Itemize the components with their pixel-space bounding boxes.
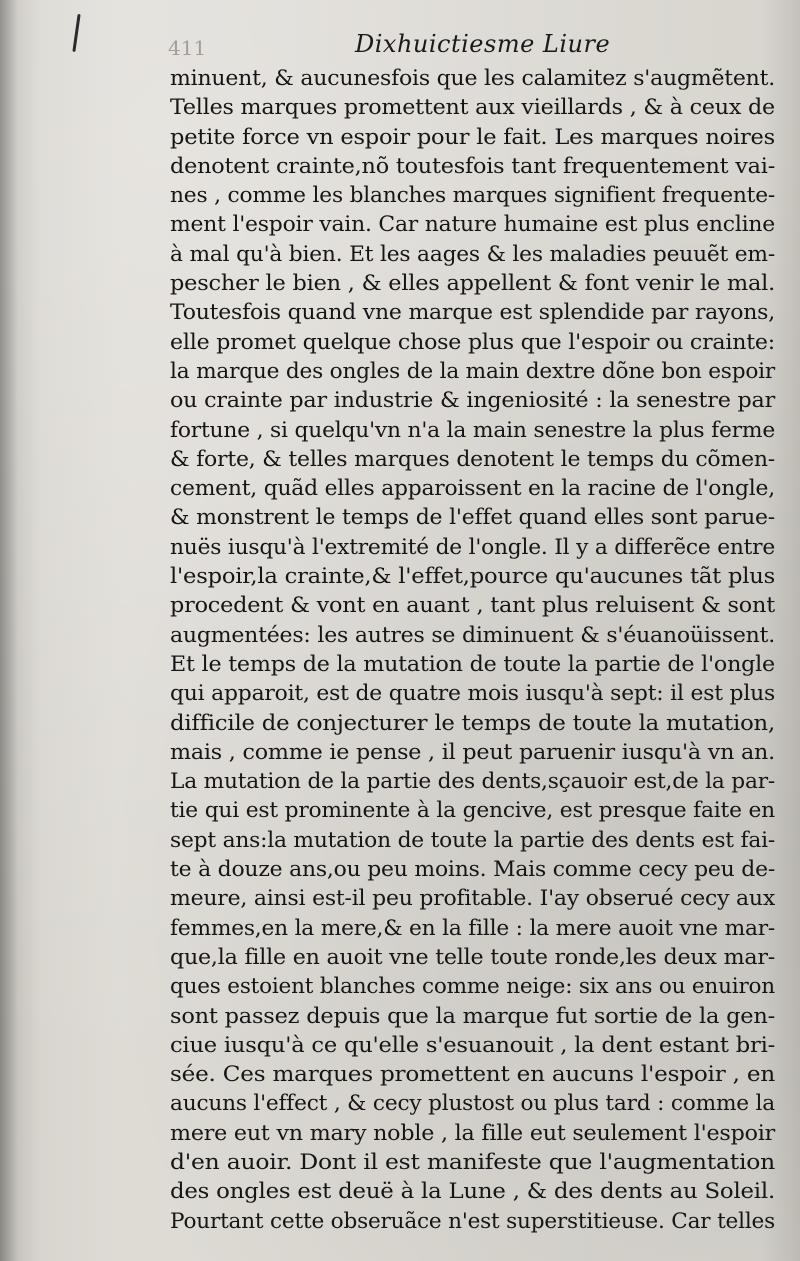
text-line-content: pescher le bien , & elles appellent & font venir le mal. (170, 271, 776, 296)
text-line (170, 64, 780, 93)
text-line-content: mais , comme ie pense , il peut paruenir iusqu'à vn an. (170, 739, 776, 764)
page-number: 411 (168, 36, 207, 60)
text-line (170, 855, 780, 884)
text-line-content: femmes,en la mere,& en la fille : la mere auoit vne mar- (170, 915, 776, 940)
text-line-content: petite force vn espoir pour le fait. Les marques noires (170, 124, 775, 149)
text-line-content: aucuns l'effect , & cecy plustost ou plus tard : comme la (170, 1091, 775, 1116)
ink-mark (72, 14, 80, 52)
text-line (170, 357, 780, 386)
text-line-content: nuës iusqu'à l'extremité de l'ongle. Il y a differẽce entre (170, 534, 775, 559)
text-line-content: qui apparoit, est de quatre mois iusqu'à sept: il est plus (170, 681, 775, 706)
text-line (170, 474, 780, 503)
text-line-content: ment l'espoir vain. Car nature humaine est plus encline (170, 212, 775, 237)
text-line (170, 240, 780, 269)
text-line-content: Toutesfois quand vne marque est splendide par rayons, (170, 300, 775, 325)
text-line (170, 1207, 780, 1236)
text-line-content: fortune , si quelqu'vn n'a la main senestre la plus ferme (170, 417, 776, 442)
text-line (170, 298, 780, 327)
text-line (170, 1119, 780, 1148)
text-line (170, 93, 780, 122)
text-line-content: te à douze ans,ou peu moins. Mais comme cecy peu de- (170, 857, 776, 882)
text-line (170, 503, 780, 532)
text-line (170, 1031, 780, 1060)
text-line-content: meure, ainsi est-il peu profitable. I'ay obserué cecy aux (170, 886, 775, 911)
text-line-content: cement, quãd elles apparoissent en la racine de l'ongle, (170, 476, 775, 501)
text-line (170, 826, 780, 855)
text-line (170, 210, 780, 239)
text-line (170, 1089, 780, 1118)
text-line-content: l'espoir,la crainte,& l'effet,pource qu'aucunes tãt plus (170, 564, 775, 589)
text-line-content: procedent & vont en auant , tant plus reluisent & sont (170, 593, 775, 618)
text-line-content: ques estoient blanches comme neige: six ans ou enuiron (170, 974, 775, 999)
text-line-content: tie qui est prominente à la gencive, est presque faite en (170, 798, 775, 823)
text-line-content: minuent, & aucunesfois que les calamitez s'augmẽtent. (170, 66, 776, 90)
text-line (170, 943, 780, 972)
text-line (170, 767, 780, 796)
text-line-content: d'en auoir. Dont il est manifeste que l'augmentation (170, 1149, 776, 1174)
text-line (170, 884, 780, 913)
text-line-content: ciue iusqu'à ce qu'elle s'esuanouit , la dent estant bri- (170, 1032, 775, 1057)
text-line (170, 679, 780, 708)
text-line (170, 1177, 780, 1206)
text-line (170, 709, 780, 738)
text-line (170, 914, 780, 943)
text-line-content: & monstrent le temps de l'effet quand elles sont parue- (170, 505, 776, 530)
text-line (170, 181, 780, 210)
text-line (170, 1148, 780, 1177)
text-line (170, 328, 780, 357)
text-line (170, 123, 780, 152)
page-edge-shadow (0, 0, 18, 1261)
text-line (170, 1002, 780, 1031)
text-line (170, 269, 780, 298)
text-line (170, 1060, 780, 1089)
text-line-content: & forte, & telles marques denotent le temps du cõmen- (170, 446, 776, 471)
text-line-content: à mal qu'à bien. Et les aages & les maladies peuuẽt em- (170, 241, 775, 266)
text-line-content: mere eut vn mary noble , la fille eut seulement l'espoir (170, 1120, 776, 1145)
text-line (170, 562, 780, 591)
text-line (170, 650, 780, 679)
text-line-content: des ongles est deuë à la Lune , & des dents au Soleil. (170, 1179, 776, 1204)
text-line-content: Et le temps de la mutation de toute la partie de l'ongle (170, 651, 775, 676)
text-line-content: la marque des ongles de la main dextre dõne bon espoir (170, 358, 776, 383)
running-head: Dixhuictiesme Liure (355, 30, 611, 58)
text-line (170, 445, 780, 474)
text-line-content: Pourtant cette obseruãce n'est superstitieuse. Car telles (170, 1208, 775, 1233)
text-line (170, 738, 780, 767)
text-line (170, 533, 780, 562)
text-line (170, 621, 780, 650)
text-line-content: que,la fille en auoit vne telle toute ronde,les deux mar- (170, 944, 776, 969)
text-line (170, 416, 780, 445)
body-text (170, 64, 780, 1236)
text-line-content: La mutation de la partie des dents,sçauoir est,de la par- (170, 769, 775, 794)
text-line-content: difficile de conjecturer le temps de toute la mutation, (170, 710, 776, 735)
text-line (170, 386, 780, 415)
text-line-content: Telles marques promettent aux vieillards , & à ceux de (170, 95, 775, 120)
text-line (170, 972, 780, 1001)
text-line (170, 591, 780, 620)
text-line-content: sont passez depuis que la marque fut sortie de la gen- (170, 1003, 775, 1028)
text-line-content: nes , comme les blanches marques signifient frequente- (170, 183, 776, 208)
text-line (170, 152, 780, 181)
text-line (170, 796, 780, 825)
text-line-content: sée. Ces marques promettent en aucuns l'espoir , en (170, 1062, 776, 1087)
text-line-content: ou crainte par industrie & ingeniosité : la senestre par (170, 388, 776, 413)
text-line-content: elle promet quelque chose plus que l'espoir ou crainte: (170, 329, 775, 354)
text-line-content: denotent crainte,nõ toutesfois tant frequentement vai- (170, 153, 776, 178)
text-line-content: sept ans:la mutation de toute la partie des dents est fai- (170, 827, 776, 852)
text-line-content: augmentées: les autres se diminuent & s'éuanoüissent. (170, 622, 775, 647)
